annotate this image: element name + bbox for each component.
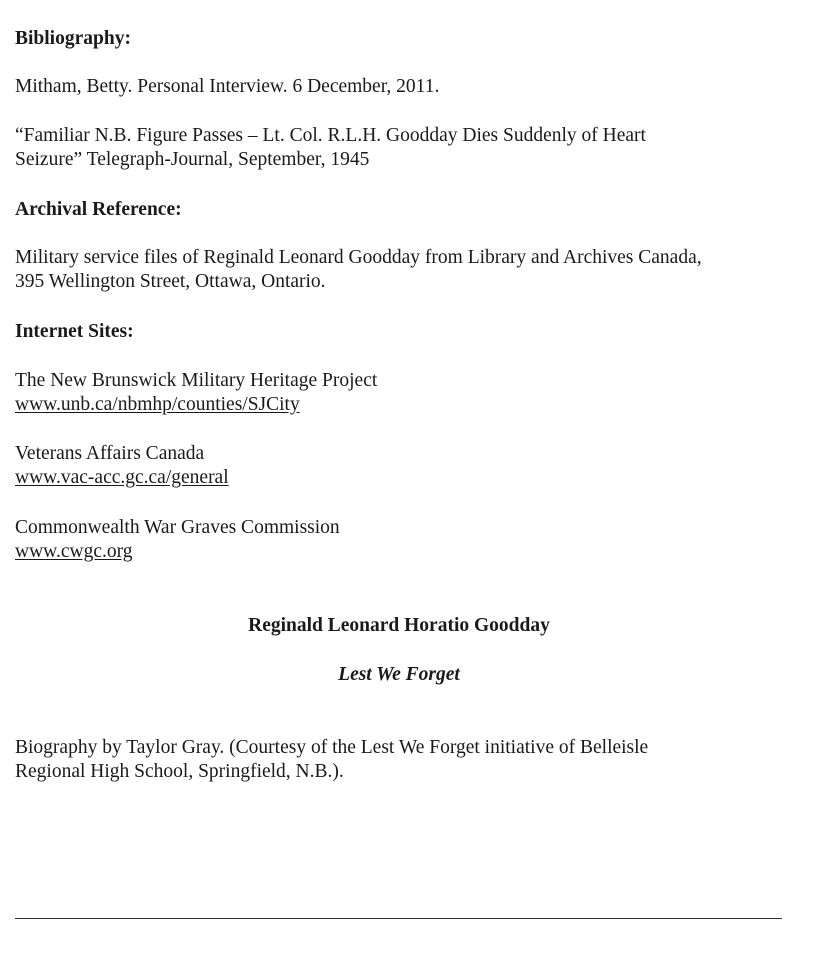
site-link-nbmhp[interactable]: www.unb.ca/nbmhp/counties/SJCity: [15, 394, 300, 415]
memorial-motto: Lest We Forget: [338, 664, 460, 685]
bibliography-entry-newspaper-line2: Seizure” Telegraph-Journal, September, 1945: [15, 149, 370, 170]
memorial-name: Reginald Leonard Horatio Goodday: [248, 615, 550, 636]
credit-line-1: Biography by Taylor Gray. (Courtesy of the Lest We Forget initiative of Belleisle: [15, 737, 649, 758]
archival-line-2: 395 Wellington Street, Ottawa, Ontario.: [15, 271, 326, 292]
site-name-nbmhp: The New Brunswick Military Heritage Project: [15, 370, 378, 391]
bibliography-entry-interview: Mitham, Betty. Personal Interview. 6 December, 2011.: [15, 76, 440, 97]
bibliography-heading: Bibliography:: [15, 28, 131, 49]
bibliography-entry-newspaper-line1: “Familiar N.B. Figure Passes – Lt. Col. R.L.H. Goodday Dies Suddenly of Heart: [15, 125, 646, 146]
site-link-vac[interactable]: www.vac-acc.gc.ca/general: [15, 467, 229, 488]
archival-line-1: Military service files of Reginald Leonard Goodday from Library and Archives Canada,: [15, 247, 702, 268]
site-link-cwgc[interactable]: www.cwgc.org: [15, 541, 133, 562]
footer-divider: [15, 918, 782, 919]
internet-heading: Internet Sites:: [15, 321, 134, 342]
credit-line-2: Regional High School, Springfield, N.B.).: [15, 761, 344, 782]
archival-heading: Archival Reference:: [15, 199, 182, 220]
site-name-cwgc: Commonwealth War Graves Commission: [15, 517, 340, 538]
site-name-vac: Veterans Affairs Canada: [15, 443, 205, 464]
